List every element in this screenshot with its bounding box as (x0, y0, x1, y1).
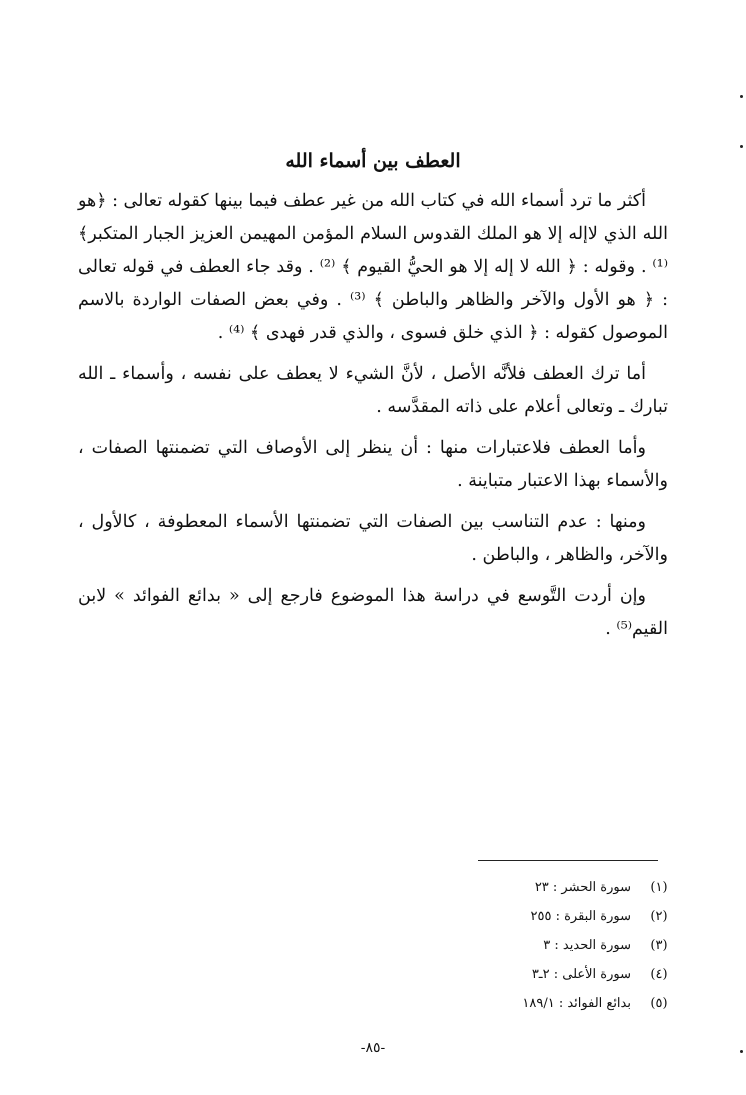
scan-speck (740, 95, 743, 98)
footnote-text: بدائع الفوائد : ١٨٩/١ (522, 996, 631, 1011)
footnotes (371, 873, 671, 1018)
footnote-text: سورة الحديد : ٣ (543, 938, 631, 953)
footnote-number: (٥) (650, 996, 668, 1011)
paragraph: أما ترك العطف فلأنَّه الأصل ، لأنَّ الشيء لا يعطف على نفسه ، وأسماء ـ الله تبارك ـ وتعالى أعلام على ذاته المقدَّسه . (78, 364, 668, 417)
footnote-number: (٤) (650, 967, 668, 982)
footnote (371, 960, 671, 989)
footnote-separator (478, 860, 658, 861)
page-title: العطف بين أسماء الله (285, 150, 461, 172)
paragraph: ومنها : عدم التناسب بين الصفات التي تضمنتها الأسماء المعطوفة ، كالأول ، والآخر، والظاهر ، والباطن . (78, 512, 668, 565)
body-text (78, 185, 668, 654)
footnote-number: (٣) (650, 938, 668, 953)
footnote (371, 902, 671, 931)
paragraph: وأما العطف فلاعتبارات منها : أن ينظر إلى الأوصاف التي تضمنتها الصفات ، والأسماء بهذا الاعتبار متباينة . (78, 438, 668, 491)
footnote-number: (١) (650, 880, 668, 895)
paragraph: وإن أردت التَّوسع في دراسة هذا الموضوع فارجع إلى « بدائع الفوائد » لابن القيم⁽⁵⁾ . (78, 586, 668, 639)
paragraph: أكثر ما ترد أسماء الله في كتاب الله من غير عطف فيما بينها كقوله تعالى : ﴿هو الله الذي لاإله إلا هو الملك القدوس السلام المؤمن المهيمن العزيز الجبار المتكبر﴾⁽¹⁾ . وقوله : ﴿ الله لا إله إلا هو الحيُّ القيوم ﴾ ⁽²⁾ . وقد جاء العطف في قوله تعالى : ﴿ هو الأول والآخر والظاهر والباطن ﴾ ⁽³⁾ . وفي بعض الصفات الواردة بالاسم الموصول كقوله : ﴿ الذي خلق فسوى ، والذي قدر فهدى ﴾ ⁽⁴⁾ . (77, 191, 668, 343)
footnote (371, 989, 671, 1018)
footnote (371, 873, 671, 902)
scan-speck (740, 145, 743, 148)
footnote-text: سورة الحشر : ٢٣ (534, 880, 631, 895)
footnote-text: سورة البقرة : ٢٥٥ (530, 909, 631, 924)
footnote (371, 931, 671, 960)
footnote-text: سورة الأعلى : ٢ـ٣ (531, 967, 631, 982)
page-number: -٨٥- (360, 1040, 386, 1056)
footnote-number: (٢) (650, 909, 668, 924)
